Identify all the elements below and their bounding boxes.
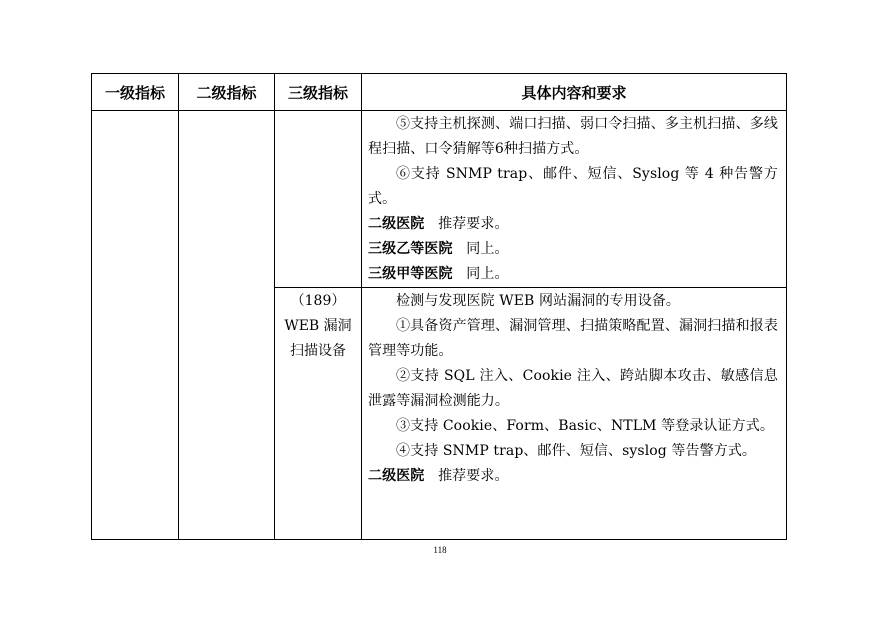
hospital-level-line: [368, 212, 778, 237]
hospital-level-line: [368, 262, 778, 287]
hospital-level-line: [368, 464, 778, 489]
content-line: ②支持 SQL 注入、Cookie 注入、跨站脚本攻击、敏感信息泄露等漏洞检测能力。: [368, 368, 778, 409]
hospital-level-line: [368, 237, 778, 262]
header-level1: 一级指标: [92, 74, 179, 111]
level3-cell: [275, 288, 362, 540]
header-content: 具体内容和要求: [362, 74, 787, 111]
requirements-table: [91, 73, 787, 540]
hospital-level-requirement: 同上。: [466, 241, 509, 257]
content-cell: [362, 111, 787, 288]
page-number: 118: [433, 545, 447, 555]
item-number: （189）: [290, 293, 346, 309]
content-line: ④支持 SNMP trap、邮件、短信、syslog 等告警方式。: [396, 443, 757, 459]
level1-cell: [92, 111, 179, 540]
hospital-level-requirement: 同上。: [466, 266, 509, 282]
content-line: 检测与发现医院 WEB 网站漏洞的专用设备。: [396, 293, 680, 309]
header-level2: 二级指标: [179, 74, 275, 111]
hospital-level-name: 二级医院: [368, 216, 425, 232]
content-line: ⑤支持主机探测、端口扫描、弱口令扫描、多主机扫描、多线程扫描、口令猜解等6种扫描方式。: [368, 116, 778, 157]
table-header-row: [92, 74, 787, 111]
content-line: ③支持 Cookie、Form、Basic、NTLM 等登录认证方式。: [396, 418, 774, 434]
hospital-level-name: 三级乙等医院: [368, 241, 453, 257]
hospital-level-name: 三级甲等医院: [368, 266, 453, 282]
content-cell: [362, 288, 787, 540]
header-level3: 三级指标: [275, 74, 362, 111]
level3-cell: [275, 111, 362, 288]
item-name-line: 扫描设备: [290, 343, 346, 359]
content-line: ⑥支持 SNMP trap、邮件、短信、Syslog 等 4 种告警方式。: [368, 166, 778, 207]
hospital-level-requirement: 推荐要求。: [438, 468, 509, 484]
content-line: ①具备资产管理、漏洞管理、扫描策略配置、漏洞扫描和报表管理等功能。: [368, 318, 778, 359]
hospital-level-requirement: 推荐要求。: [438, 216, 509, 232]
table-row: [92, 111, 787, 288]
level2-cell: [179, 111, 275, 540]
item-name-line: WEB 漏洞: [284, 318, 352, 334]
hospital-level-name: 二级医院: [368, 468, 425, 484]
